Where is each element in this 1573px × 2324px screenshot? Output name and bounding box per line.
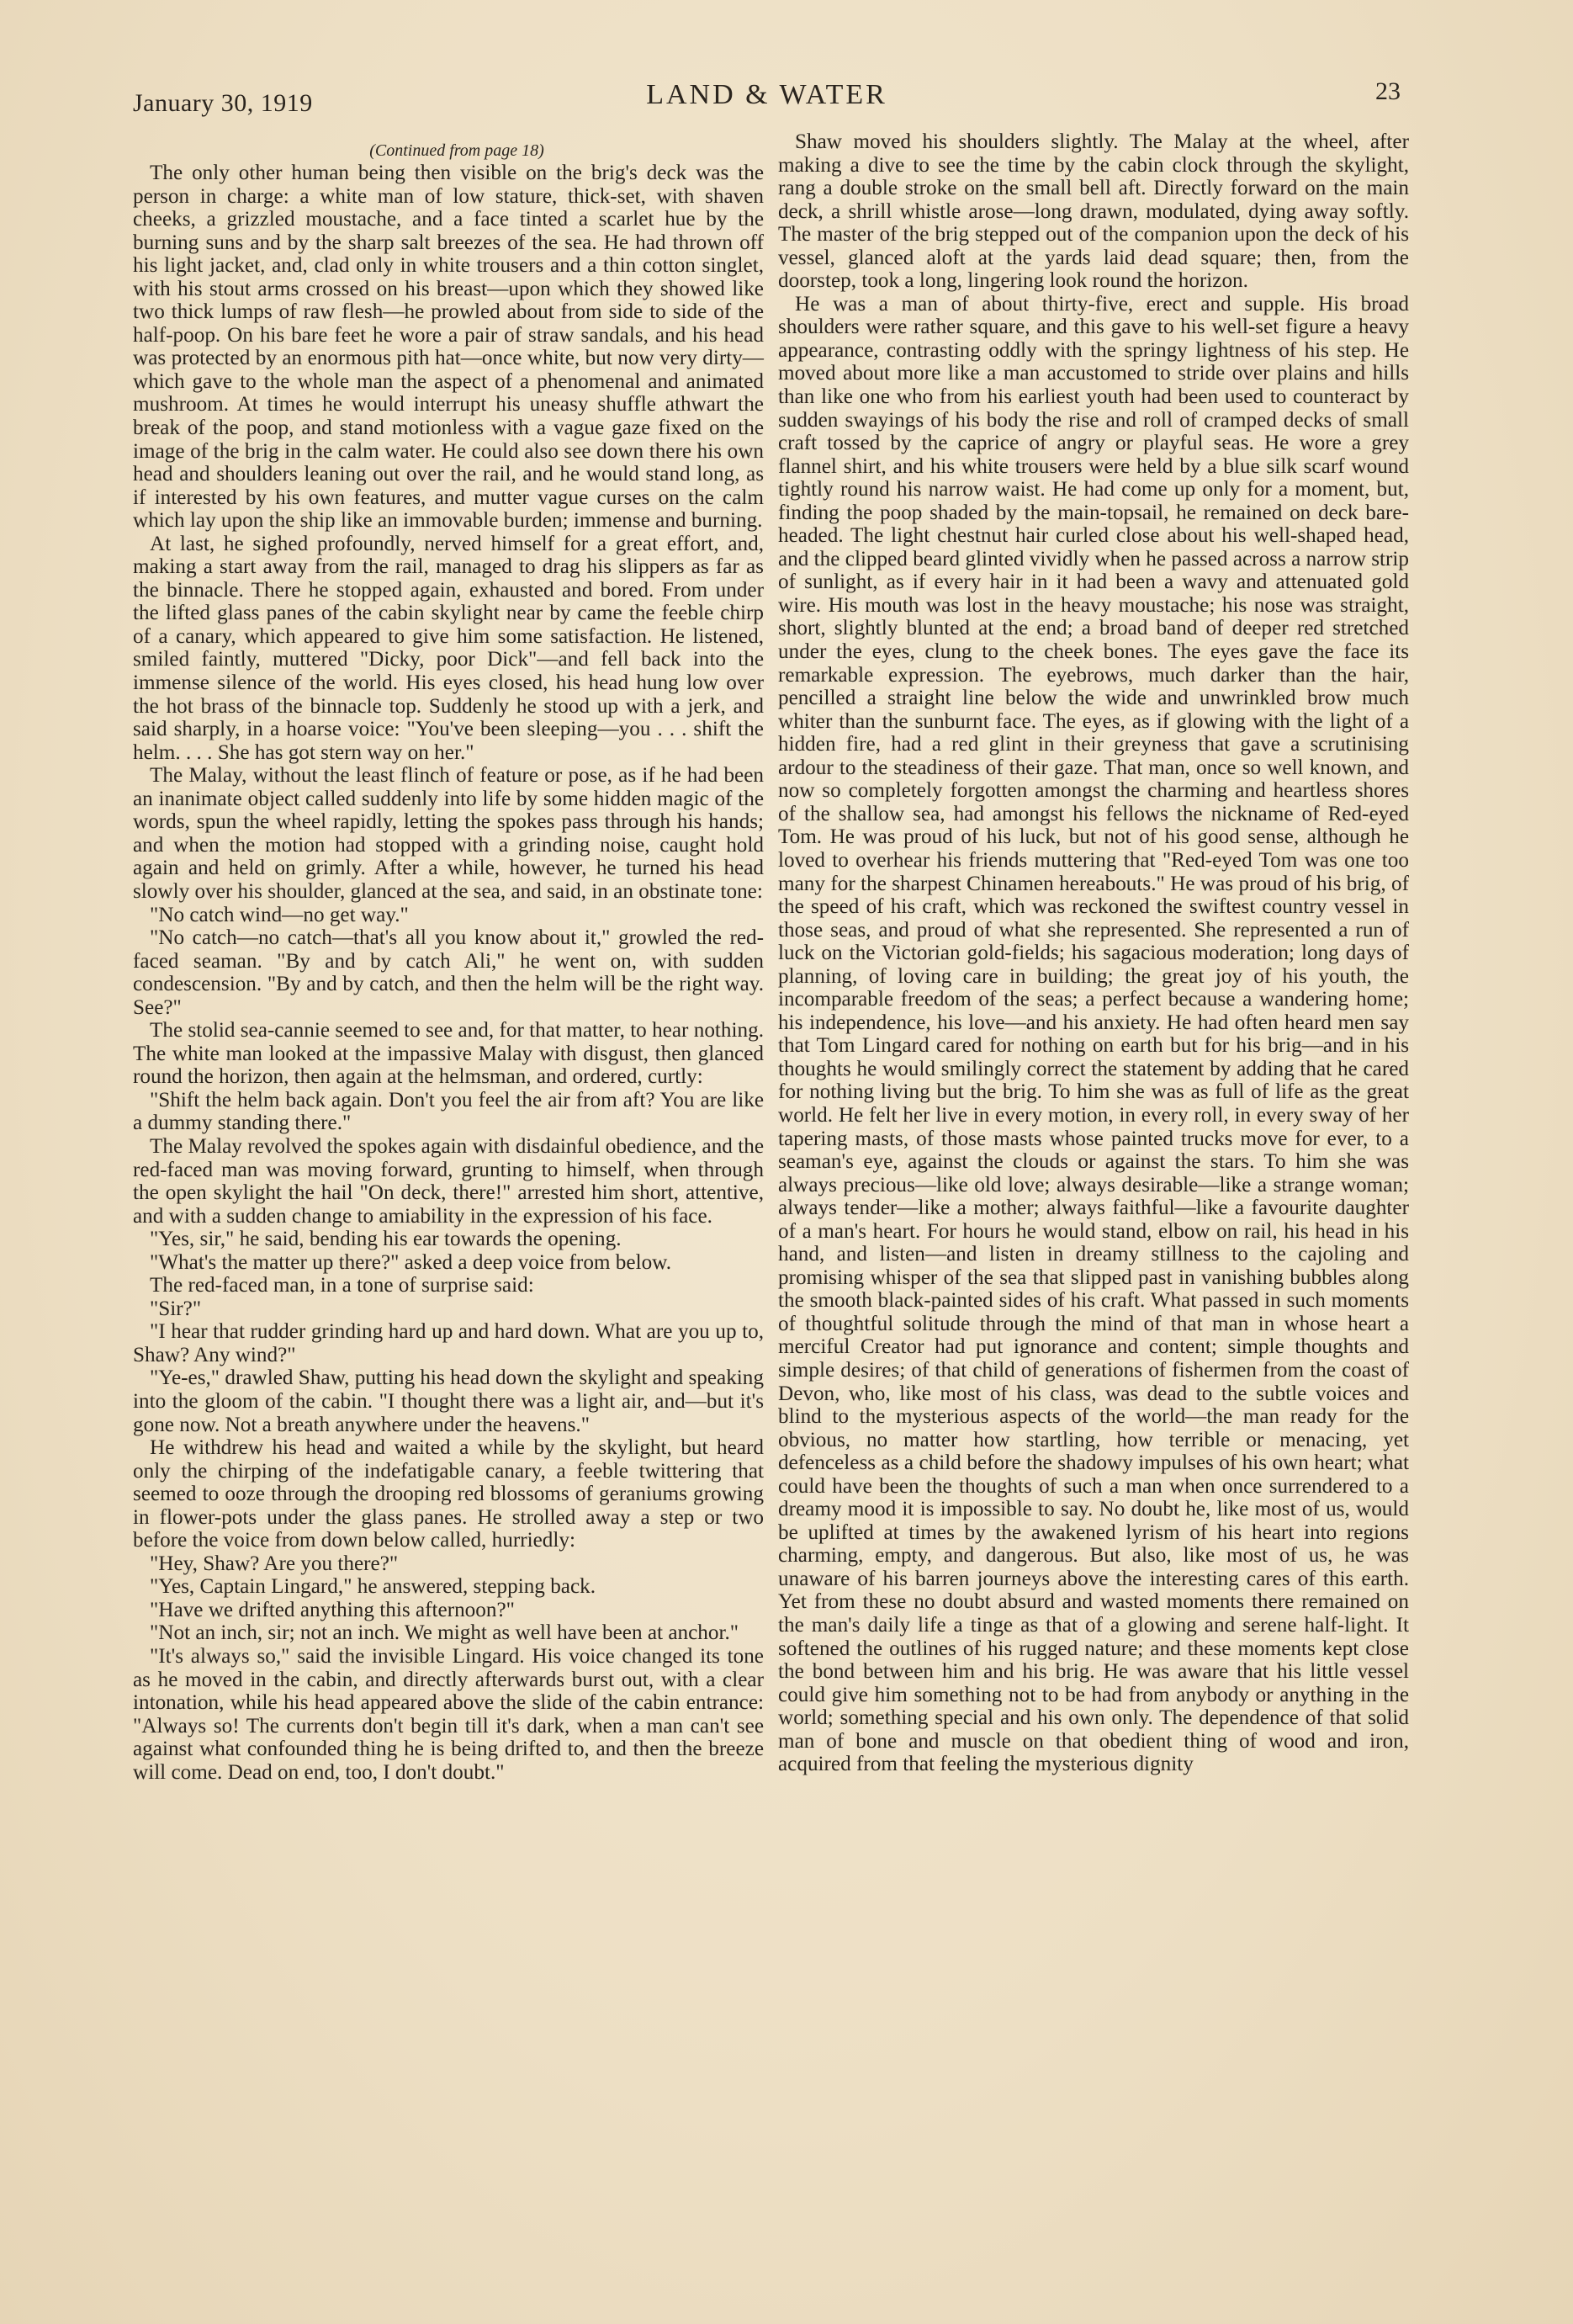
paragraph: The Malay, without the least flinch of feature or pose, as if he had been an inanimate object called suddenly into life by some hidden magic of the words, spun the wheel rapidly, letting the spokes pass through his hands; and when the motion had stopped with a grinding noise, caught hold again and held on grimly. After a while, however, he turned his head slowly over his shoulder, glanced at the sea, and said, in an obstinate tone: [133,764,764,903]
page-number: 23 [1375,77,1401,105]
paragraph: "No catch—no catch—that's all you know about it," growled the red-faced seaman. "By and by catch Ali," he went on, with sudden condescension. "By and by catch, and then the helm will be the right way. See?" [133,926,764,1019]
paragraph: "Yes, sir," he said, bending his ear towards the opening. [150,1228,622,1251]
paragraph: "What's the matter up there?" asked a deep voice from below. [150,1250,672,1274]
paragraph: The only other human being then visible on the brig's deck was the person in charge: a white man of low stature, thick-set, with shaven cheeks, a grizzled moustache, and a face tinted a scarlet hue by the burning suns and by the sharp salt breezes of the sea. He had thrown off his light jacket, and, clad only in white trousers and a thin cotton singlet, with his stout arms crossed on his breast—upon which they showed like two thick lumps of raw flesh—he prowled about from side to side of the half-poop. On his bare feet he wore a pair of straw sandals, and his head was protected by an enormous pith hat—once white, but now very dirty—which gave to the whole man the aspect of a phenomenal and animated mushroom. At times he would interrupt his uneasy shuffle athwart the break of the poop, and stand motionless with a vague gaze fixed on the image of the brig in the calm water. He could also see down there his own head and shoulders leaning out over the rail, and he would stand long, as if interested by his own features, and mutter vague curses on the calm which lay upon the ship like an immovable burden; immense and burning. [133,162,764,533]
paragraph: The Malay revolved the spokes again with disdainful obedience, and the red-faced man was moving forward, grunting to himself, when through the open skylight the hail "On deck, there!" arrested him short, attentive, and with a sudden change to amiability in the expression of his face. [133,1134,764,1228]
paragraph: He was a man of about thirty-five, erect and supple. His broad shoulders were rather square, and this gave to his well-set figure a heavy appearance, contrasting oddly with the springy lightness of his step. He moved about more like a man accustomed to stride over plains and hills than like one who from his earliest youth had been used to counteract by sudden swayings of his body the rise and roll of cramped decks of small craft tossed by the caprice of angry or playful seas. He wore a grey flannel shirt, and his white trousers were held by a blue silk scarf wound tightly round his narrow waist. He had come up only for a moment, but, finding the poop shaded by the main-topsail, he remained on deck bare-headed. The light chestnut hair curled close about his well-shaped head, and the clipped beard glinted vividly when he passed across a narrow strip of sunlight, as if every hair in it had been a wavy and attenuated gold wire. His mouth was lost in the heavy moustache; his nose was straight, short, slightly blunted at the end; a broad band of deeper red stretched under the eyes, clung to the cheek bones. The eyes gave the face its remarkable expression. The eyebrows, much darker than the hair, pencilled a straight line below the wide and unwrinkled brow much whiter than the sunburnt face. The eyes, as if glowing with the light of a hidden fire, had a red glint in their greyness that gave a scrutinising ardour to the steadiness of their gaze. That man, once so well known, and now so completely forgotten amongst the charming and heartless shores of the shallow sea, had amongst his fellows the nickname of Red-eyed Tom. He was proud of his luck, but not of his good sense, although he loved to overhear his friends muttering that "Red-eyed Tom was one too many for the sharpest Chinamen hereabouts." He was proud of his brig, of the speed of his craft, which was reckoned the swiftest country vessel in those seas, and proud of what she represented. She represented a run of luck on the Victorian gold-fields; his sagacious moderation; long days of planning, of loving care in building; the great joy of his youth, the incomparable freedom of the seas; a perfect because a wandering home; his independence, his love—and his anxiety. He had often heard men say that Tom Lingard cared for nothing on earth but for his brig—and in his thoughts he would smilingly correct the statement by adding that he cared for nothing living but the brig. To him she was as full of life as the great world. He felt her live in every motion, in every roll, in every sway of her tapering masts, of those masts whose painted trucks move for ever, to a seaman's eye, against the clouds or against the stars. To him she was always precious—like old love; always desirable—like a strange woman; always tender—like a mother; always faithful—like a favourite daughter of a man's heart. For hours he would stand, elbow on rail, his head in his hand, and listen—and listen in dreamy stillness to the cajoling and promising whisper of the sea that slipped past in vanishing bubbles along the smooth black-painted sides of his craft. What passed in such moments of thoughtful solitude through the mind of that man in whose heart a merciful Creator had put ignorance and content; simple thoughts and simple desires; of that child of generations of fishermen from the coast of Devon, who, like most of his class, was dead to the subtle voices and blind to the mysterious aspects of the world—the man ready for the obvious, no matter how startling, how terrible or menacing, yet defenceless as a child before the shadowy impulses of his own heart; what could have been the thoughts of such a man when once surrendered to a dreamy mood it is impossible to say. No doubt he, like most of us, would be uplifted at times by the awakened lyrism of his heart into regions charming, empty, and dangerous. But also, like most of us, he was unaware of his barren journeys above the interesting cares of this earth. Yet from these no doubt absurd and wasted moments there remained on the man's daily life a tinge as that of a glowing and serene half-light. It softened the outlines of his rugged nature; and these moments kept close the bond between him and his brig. He was aware that his little vessel could give him something not to be had from anybody or anything in the world; something special and his own only. The dependence of that solid man of bone and muscle on that obedient thing of wood and iron, acquired from that feeling the mysterious dignity [778,292,1409,1776]
paragraph: The red-faced man, in a tone of surprise said: [150,1274,534,1297]
paragraph: He withdrew his head and waited a while by the skylight, but heard only the chirping of the indefatigable canary, a feeble twittering that seemed to ooze through the drooping red blossoms of geraniums growing in flower-pots under the glass panes. He strolled away a step or two before the voice from down below called, hurriedly: [133,1436,764,1552]
paragraph: "No catch wind—no get way." [150,903,409,926]
paragraph: "Not an inch, sir; not an inch. We might as well have been at anchor." [150,1621,739,1645]
paragraph: "Yes, Captain Lingard," he answered, stepping back. [150,1575,596,1599]
right-column [778,130,1409,1776]
issue-date: January 30, 1919 [133,89,313,117]
paragraph: Shaw moved his shoulders slightly. The Malay at the wheel, after making a dive to see the time by the cabin clock through the skylight, rang a double stroke on the small bell aft. Directly forward on the main deck, a shrill whistle arose—long drawn, modulated, dying away softly. The master of the brig stepped out of the companion upon the deck of his vessel, glanced aloft at the yards laid dead square; then, from the doorstep, took a long, lingering look round the horizon. [778,130,1409,293]
left-column [133,140,764,1784]
paragraph: "Have we drifted anything this afternoon?" [150,1598,515,1621]
running-header [133,77,1401,128]
paragraph: "Hey, Shaw? Are you there?" [150,1552,399,1575]
paragraph: "Shift the helm back again. Don't you feel the air from aft? You are like a dummy standing there." [133,1088,764,1135]
paragraph: The stolid sea-cannie seemed to see and, for that matter, to hear nothing. The white man looked at the impassive Malay with disgust, then glanced round the horizon, then again at the helmsman, and ordered, curtly: [133,1019,764,1089]
paragraph: "I hear that rudder grinding hard up and hard down. What are you up to, Shaw? Any wind?" [133,1320,764,1366]
paragraph: "Sir?" [150,1297,202,1320]
continuation-note: (Continued from page 18) [369,141,544,160]
paragraph: "Ye-es," drawled Shaw, putting his head down the skylight and speaking into the gloom of the cabin. "I thought there was a light air, and—but it's gone now. Not a breath anywhere under the heavens." [133,1366,764,1436]
paragraph: "It's always so," said the invisible Lingard. His voice changed its tone as he moved in the cabin, and directly afterwards burst out, with a clear intonation, while his head appeared above the slide of the cabin entrance: "Always so! The currents don't begin till it's dark, when a man can't see against what confounded thing he is being drifted to, and then the breeze will come. Dead on end, too, I don't doubt." [133,1645,764,1784]
paragraph: At last, he sighed profoundly, nerved himself for a great effort, and, making a start away from the rail, managed to drag his slippers as far as the binnacle. There he stopped again, exhausted and bored. From under the lifted glass panes of the cabin skylight near by came the feeble chirp of a canary, which appeared to give him some satisfaction. He listened, smiled faintly, muttered "Dicky, poor Dick"—and fell back into the immense silence of the world. His eyes closed, his head hung low over the hot brass of the binnacle top. Suddenly he stood up with a jerk, and said sharply, in a hoarse voice: "You've been sleeping—you . . . shift the helm. . . . She has got stern way on her." [133,532,764,764]
publication-title: LAND & WATER [646,79,887,110]
